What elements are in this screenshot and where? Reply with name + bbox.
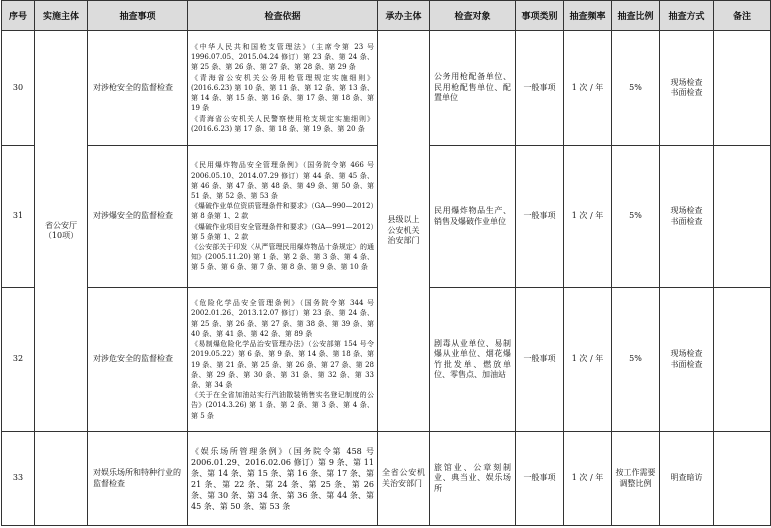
header-object: 检查对象 (430, 1, 516, 31)
row-basis: 《中华人民共和国枪支管理法》（主席令第 23 号 1996.07.05、2015.04.24 修订）第 23 条、第 24 条、第 25 条、第 26 条、第 27 条、第 28 条、第 29 条 《青海省公安机关公务用枪管理规定实施细则》(2016.6.23) 第 10 条、第 11 条、第 12 条、第 13 条、第 14 条、第 15 条、第 16 条、第 17 条、第 18 条、第 19 条 《青海省公安机关人民警察使用枪支规定实施细则》(2016.6.23) 第 17 条、第 18 条、第 19 条、第 20 条 (188, 31, 378, 146)
header-method: 抽查方式 (660, 1, 714, 31)
row-frequency: 1 次 / 年 (564, 288, 612, 432)
row-ratio: 5% (612, 31, 660, 146)
row-no: 33 (2, 432, 35, 526)
implementer-cell: 省公安厅 （10项） (35, 31, 88, 432)
row-object: 旅馆业、公章刻制业、典当业、娱乐场所 (430, 432, 516, 526)
row-implementer-blank (35, 432, 88, 526)
row-method: 现场检查 书面检查 (660, 288, 714, 432)
row-object: 公务用枪配备单位、民用枪配售单位、配置单位 (430, 31, 516, 146)
row-no: 30 (2, 31, 35, 146)
row-note (714, 288, 771, 432)
row-item: 对涉爆安全的监督检查 (88, 146, 188, 288)
row-ratio: 5% (612, 288, 660, 432)
header-no: 序号 (2, 1, 35, 31)
row-basis: 《危险化学品安全管理条例》（国务院令第 344 号 2002.01.26、2013.12.07 修订）第 23 条、第 24 条、第 25 条、第 26 条、第 27 条、第 38 条、第 39 条、第 40 条、第 41 条、第 42 条、第 89 条 《易制爆危险化学品治安管理办法》（公安部第 154 号令 2019.05.22）第 6 条、第 9 条、第 14 条、第 18 条、第 19 条、第 21 条、第 25 条、第 26 条、第 27 条、第 28 条、第 29 条、第 30 条、第 31 条、第 32 条、第 33 条、第 34 条 《关于在全省加油站实行汽油散装销售实名登记制度的公告》(2014.3.26) 第 1 条、第 2 条、第 3 条、第 4 条、第 5 条 (188, 288, 378, 432)
row-ratio: 5% (612, 146, 660, 288)
row-frequency: 1 次 / 年 (564, 31, 612, 146)
row-frequency: 1 次 / 年 (564, 432, 612, 526)
row-ratio: 按工作需要调整比例 (612, 432, 660, 526)
table-row (2, 31, 771, 146)
row-category: 一般事项 (516, 432, 564, 526)
inspection-table (1, 0, 771, 526)
header-note: 备注 (714, 1, 771, 31)
row-note (714, 432, 771, 526)
row-note (714, 146, 771, 288)
row-frequency: 1 次 / 年 (564, 146, 612, 288)
header-frequency: 抽查频率 (564, 1, 612, 31)
header-handler: 承办主体 (378, 1, 430, 31)
row-handler: 全省公安机关治安部门 (378, 432, 430, 526)
row-no: 32 (2, 288, 35, 432)
header-row (2, 1, 771, 31)
row-item: 对涉危安全的监督检查 (88, 288, 188, 432)
row-item: 对娱乐场所和特种行业的监督检查 (88, 432, 188, 526)
row-basis: 《民用爆炸物品安全管理条例》（国务院令第 466 号 2006.05.10、2014.07.29 修订）第 44 条、第 45 条、第 46 条、第 47 条、第 48 条、第 49 条、第 50 条、第 51 条、第 52 条、第 53 条 《爆破作业单位资质管理条件和要求》（GA—990—2012）第 8 条第 1、2 款 《爆破作业项目安全管理条件和要求》（GA—991—2012）第 5 条第 1、2 款 《公安部关于印发〈从严管理民用爆炸物品十条规定〉的通知》(2005.11.20) 第 1 条、第 2 条、第 3 条、第 4 条、第 5 条、第 6 条、第 7 条、第 8 条、第 9 条、第 10 条 (188, 146, 378, 288)
row-basis: 《娱乐场所管理条例》（国务院令第 458 号 2006.01.29、2016.02.06 修订）第 9 条、第 11 条、第 14 条、第 15 条、第 16 条、第 17 条、第 21 条、第 22 条、第 24 条、第 25 条、第 26 条、第 30 条、第 34 条、第 36 条、第 44 条、第 45 条、第 50 条、第 53 条 (188, 432, 378, 526)
row-no: 31 (2, 146, 35, 288)
header-item: 抽查事项 (88, 1, 188, 31)
header-ratio: 抽查比例 (612, 1, 660, 31)
row-note (714, 31, 771, 146)
row-category: 一般事项 (516, 31, 564, 146)
handler-cell: 县级以上 公安机关 治安部门 (378, 31, 430, 432)
row-method: 现场检查 书面检查 (660, 146, 714, 288)
row-method: 明查暗访 (660, 432, 714, 526)
row-method: 现场检查 书面检查 (660, 31, 714, 146)
header-implementer: 实施主体 (35, 1, 88, 31)
row-object: 民用爆炸物品生产、销售及爆破作业单位 (430, 146, 516, 288)
row-item: 对涉枪安全的监督检查 (88, 31, 188, 146)
row-category: 一般事项 (516, 146, 564, 288)
row-category: 一般事项 (516, 288, 564, 432)
row-object: 剧毒从业单位、易制爆从业单位、烟花爆竹批发单、燃放单位、零售点、加油站 (430, 288, 516, 432)
header-category: 事项类别 (516, 1, 564, 31)
table-row (2, 432, 771, 526)
header-basis: 检查依据 (188, 1, 378, 31)
